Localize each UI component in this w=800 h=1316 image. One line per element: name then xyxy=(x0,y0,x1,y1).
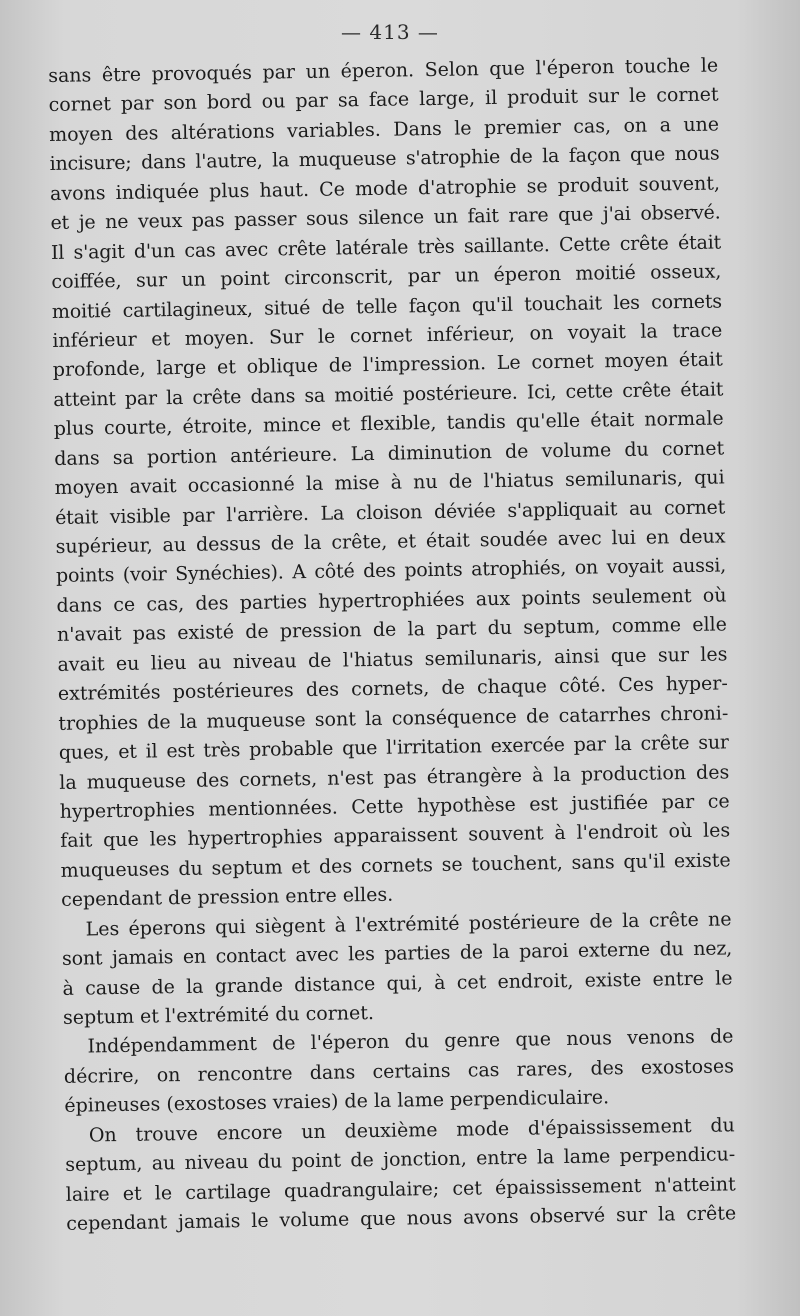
text-line: à cause de la grande distance qui, à cet endroit, existe entre le xyxy=(62,966,733,1000)
text-line: extrémités postérieures des cornets, de chaque côté. Ces hyper- xyxy=(57,672,729,706)
text-line: épineuses (exostoses vraies) de la lame perpendiculaire. xyxy=(64,1086,610,1118)
text-line: Les éperons qui siègent à l'extrémité postérieure de la crête ne xyxy=(85,908,732,941)
text-line: points (voir Synéchies). A côté des points atrophiés, on voyait aussi, xyxy=(55,554,727,588)
text-line: muqueuses du septum et des cornets se touchent, sans qu'il existe xyxy=(60,849,731,882)
text-line: plus courte, étroite, mince et flexible, tandis qu'elle était normale xyxy=(53,407,724,441)
text-line: On trouve encore un deuxième mode d'épaississement du xyxy=(88,1114,735,1147)
text-line: inférieur et moyen. Sur le cornet inférieur, on voyait la trace xyxy=(52,319,723,352)
text-line: dans sa portion antérieure. La diminution de volume du cornet xyxy=(54,437,725,470)
text-line: fait que les hypertrophies apparaissent souvent à l'endroit où les xyxy=(60,819,731,853)
text-line: hypertrophies mentionnées. Cette hypothèse est justifiée par ce xyxy=(59,790,730,823)
text-line: incisure; dans l'autre, la muqueuse s'atrophie de la façon que nous xyxy=(49,142,720,176)
text-line: moyen des altérations variables. Dans le premier cas, on a une xyxy=(48,113,720,146)
text-line: septum et l'extrémité du cornet. xyxy=(62,1001,375,1029)
text-line: Indépendamment de l'éperon du genre que nous venons de xyxy=(87,1025,734,1058)
text-line: laire et le cartilage quadrangulaire; cet épaississement n'atteint xyxy=(65,1172,736,1206)
text-line: cornet par son bord ou par sa face large, il produit sur le cornet xyxy=(48,83,719,117)
text-line: cependant jamais le volume que nous avons observé sur la crête xyxy=(66,1202,737,1235)
text-line: septum, au niveau du point de jonction, entre la lame perpendicu- xyxy=(65,1143,736,1177)
text-line: trophies de la muqueuse sont la conséquence de catarrhes chroni- xyxy=(58,702,729,735)
text-line: avait eu lieu au niveau de l'hiatus semilunaris, ainsi que sur les xyxy=(57,643,728,676)
text-line: supérieur, au dessus de la crête, et était soudée avec lui en deux xyxy=(55,525,726,558)
text-line: sans être provoqués par un éperon. Selon que l'éperon touche le xyxy=(48,54,719,87)
page-number: — 413 — xyxy=(341,20,439,44)
text-line: était visible par l'arrière. La cloison déviée s'appliquait au cornet xyxy=(54,495,726,529)
text-line: profonde, large et oblique de l'impression. Le cornet moyen était xyxy=(52,348,723,382)
text-line: coiffée, sur un point circonscrit, par un éperon moitié osseux, xyxy=(51,260,722,294)
text-line: dans ce cas, des parties hypertrophiées aux points seulement où xyxy=(56,584,727,617)
text-line: avons indiquée plus haut. Ce mode d'atrophie se produit souvent, xyxy=(49,172,721,205)
text-line: et je ne veux pas passer sous silence un fait rare que j'ai observé. xyxy=(50,201,721,235)
text-line: ques, et il est très probable que l'irritation exercée par la crête sur xyxy=(58,731,729,764)
text-line: n'avait pas existé de pression de la part du septum, comme elle xyxy=(56,613,728,647)
text-line: sont jamais en contact avec les parties de la paroi externe du nez, xyxy=(61,937,733,971)
text-line: atteint par la crête dans sa moitié postérieure. Ici, cette crête était xyxy=(53,378,724,411)
text-line: cependant de pression entre elles. xyxy=(60,883,394,912)
text-line: la muqueuse des cornets, n'est pas étrangère à la production des xyxy=(59,760,730,794)
text-line: décrire, on rencontre dans certains cas rares, des exostoses xyxy=(63,1055,735,1088)
text-line: Il s'agit d'un cas avec crête latérale très saillante. Cette crête était xyxy=(50,231,722,264)
body-text xyxy=(48,51,736,1239)
text-line: moitié cartilagineux, situé de telle façon qu'il touchait les cornets xyxy=(51,289,723,323)
text-line: moyen avait occasionné la mise à nu de l'hiatus semilunaris, qui xyxy=(54,466,725,500)
